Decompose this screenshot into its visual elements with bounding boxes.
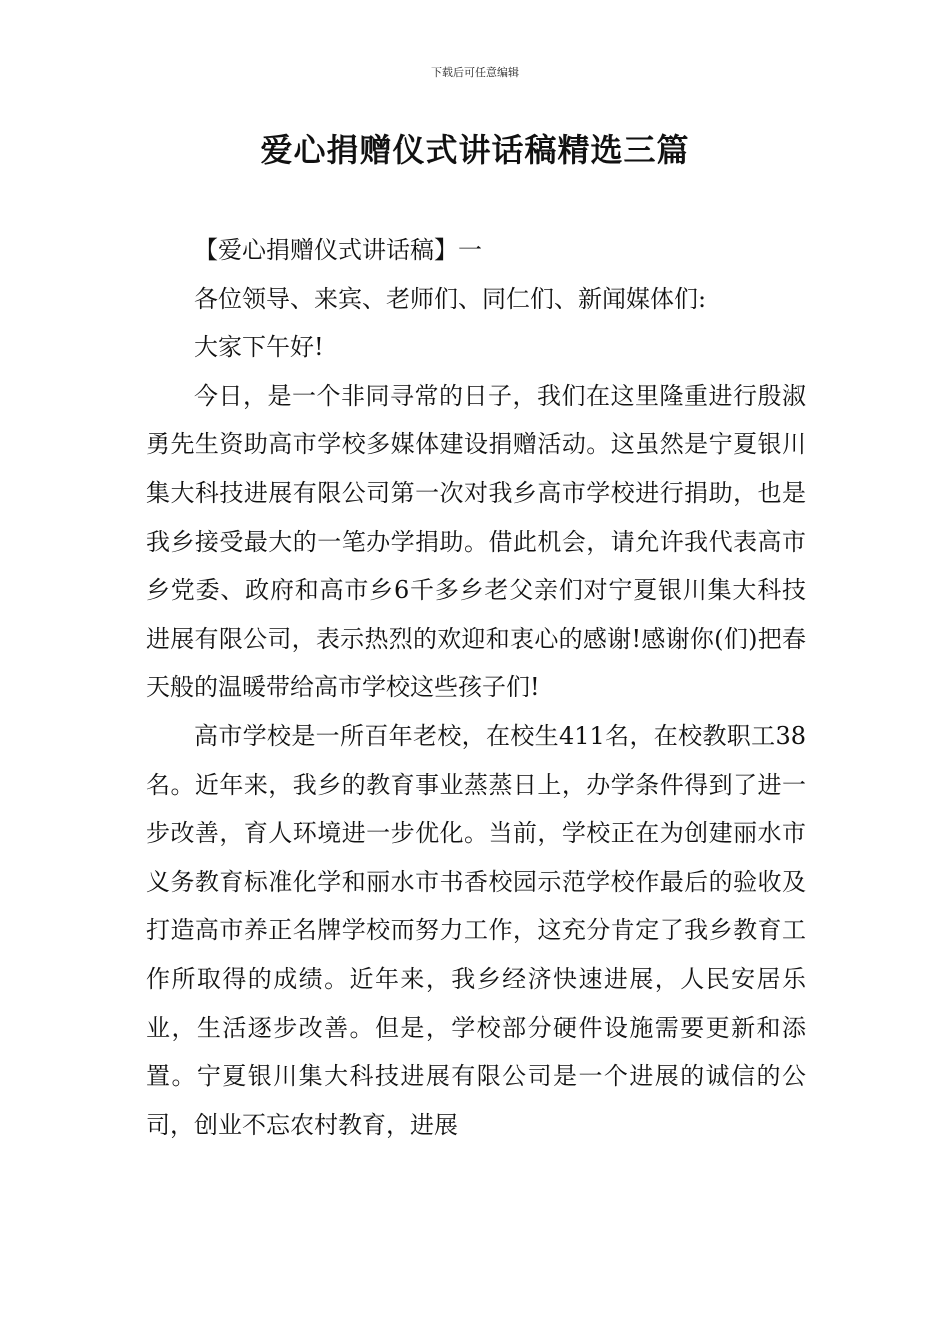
section-heading: 【爱心捐赠仪式讲话稿】一 [194,236,482,264]
body-paragraph: 今日，是一个非同寻常的日子，我们在这里隆重进行殷淑勇先生资助高市学校多媒体建设捐赠活动。这虽然是宁夏银川集大科技进展有限公司第一次对我乡高市学校进行捐助，也是我乡接受最大的一笔办学捐助。借此机会，请允许我代表高市乡党委、政府和高市乡6千多乡老父亲们对宁夏银川集大科技进展有限公司，表示热烈的欢迎和衷心的感谢!感谢你(们)把春天般的温暖带给高市学校这些孩子们! [146,381,806,702]
greeting: 大家下午好! [194,333,324,362]
page-header-note: 下载后可任意编辑 [431,66,519,79]
body-paragraph: 高市学校是一所百年老校，在校生411名，在校教职工38名。近年来，我乡的教育事业蒸蒸日上，办学条件得到了进一步改善，育人环境进一步优化。当前，学校正在为创建丽水市义务教育标准化学和丽水市书香校园示范学校作最后的验收及打造高市养正名牌学校而努力工作，这充分肯定了我乡教育工作所取得的成绩。近年来，我乡经济快速进展，人民安居乐业，生活逐步改善。但是，学校部分硬件设施需要更新和添置。宁夏银川集大科技进展有限公司是一个进展的诚信的公司，创业不忘农村教育，进展 [146,721,806,1139]
salutation: 各位领导、来宾、老师们、同仁们、新闻媒体们: [194,284,707,313]
document-body [146,226,806,1149]
page-title: 爱心捐赠仪式讲话稿精选三篇 [260,131,690,169]
